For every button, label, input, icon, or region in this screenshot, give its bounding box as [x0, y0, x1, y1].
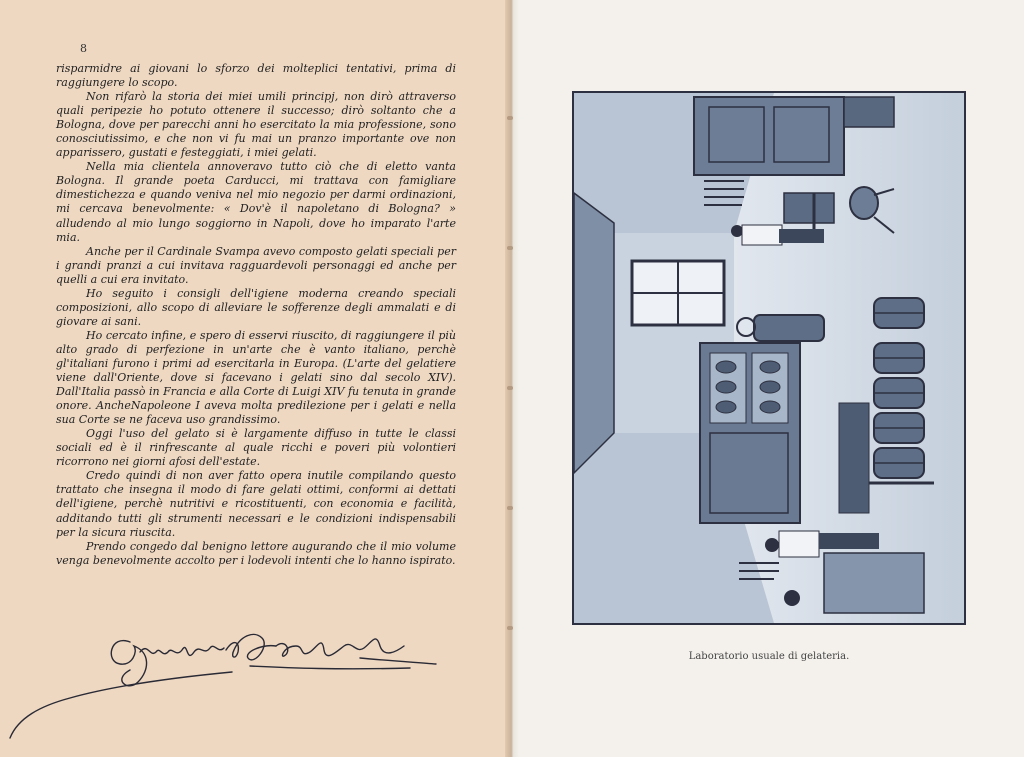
paragraph: risparmidre ai giovani lo sforzo dei molteplici tentativi, prima di raggiungere lo scopo. — [56, 62, 456, 90]
illustration-caption: Laboratorio usuale di gelateria. — [688, 651, 850, 662]
binding-stitch — [507, 246, 513, 250]
paragraph: Nella mia clientela annoveravo tutto ciò che di eletto vanta Bologna. Il grande poeta Carducci, mi trattava con famigliare dimestichezza e quando veniva nel mio negozio per darmi ordinazioni, mi cercava benevolmente: « Dov'è il napoletano di Bologna? » alludendo al mio lungo soggiorno in Napoli, dove ho imparato l'arte mia. — [56, 160, 456, 244]
binding-stitch — [507, 386, 513, 390]
illustration-art — [574, 93, 964, 623]
paragraph: Prendo congedo dal benigno lettore augurando che il mio volume venga benevolmente accolto per i lodevoli intenti che lo hanno ispirato. — [56, 539, 456, 567]
paragraph: Credo quindi di non aver fatto opera inutile compilando questo trattato che insegna il modo di fare gelati ottimi, conformi ai dettati dell'igiene, perchè nutritivi e ricostituenti, con economia e facilità, additando tutti gli strumenti necessari e le condizioni indispensabili per la sicura riuscita. — [56, 469, 456, 539]
binding-stitch — [507, 116, 513, 120]
paragraph: Oggi l'uso del gelato si è largamente diffuso in tutte le classi sociali ed è il rinfrescante al quale ricchi e poveri più volontieri ricorrono nei giorni afosi dell'estate. — [56, 427, 456, 469]
handwritten-signature — [0, 612, 460, 747]
paragraph: Ho cercato infine, e spero di esservi riuscito, di raggiungere il più alto grado di perfezione in un'arte che è vanto italiano, perchè gl'italiani furono i primi ad esercitarla in Europa. (L'arte del gelatiere viene dall'Oriente, dove si facevano i gelati sino dal secolo XIV). Dall'Italia passò in Francia e alla Corte di Luigi XIV fu tenuta in grande onore. AncheNapoleone I aveva molta predilezione per i gelati e nella sua Corte se ne faceva uso grandissimo. — [56, 328, 456, 427]
binding-stitch — [507, 506, 513, 510]
illustration-gelateria-lab — [572, 91, 966, 625]
paragraph: Non rifarò la storia dei miei umili principj, non dirò attraverso quali peripezie ho potuto ottenere il successo; dirò soltanto che a Bologna, dove per parecchi anni ho esercitato la mia professione, sono conosciutissimo, e che non vi fu mai un pranzo importante ove non apparissero, gustati e festeggiati, i miei gelati. — [56, 90, 456, 160]
binding-stitch — [507, 626, 513, 630]
page-number: 8 — [80, 42, 87, 55]
body-text — [56, 62, 456, 568]
book-spine — [505, 0, 519, 757]
paragraph: Ho seguito i consigli dell'igiene moderna creando speciali composizioni, allo scopo di alleviare le sofferenze degli ammalati e di giovare ai sani. — [56, 286, 456, 328]
paragraph: Anche per il Cardinale Svampa avevo composto gelati speciali per i grandi pranzi a cui invitava ragguardevoli personaggi ed anche per quelli a cui era invitato. — [56, 244, 456, 286]
